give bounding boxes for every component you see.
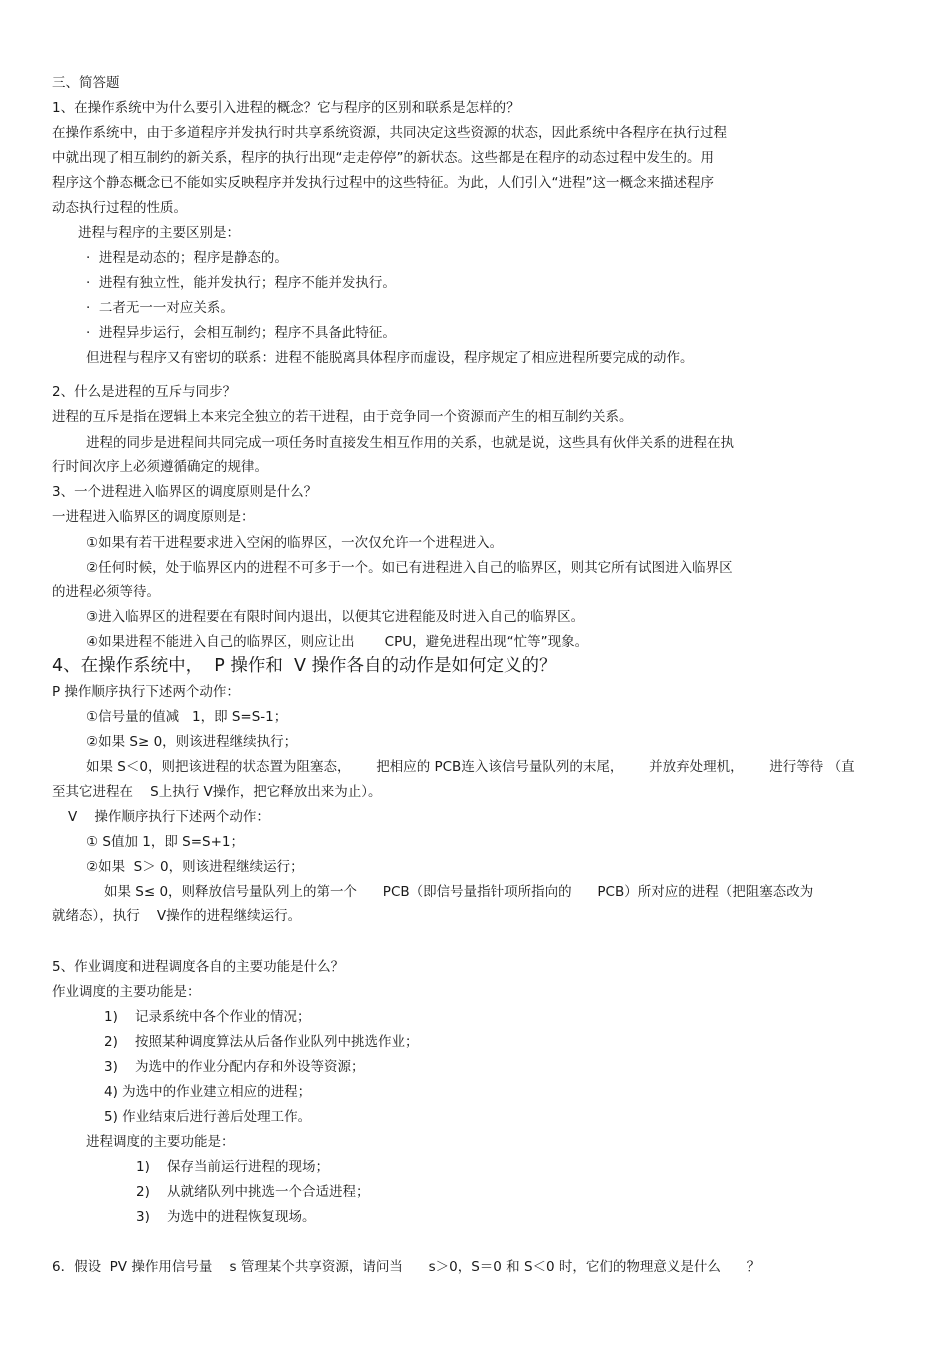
q2-sync-line: 进程的同步是进程间共同完成一项任务时直接发生相互作用的关系，也就是说，这些具有伙伴关系的进程在执 [86, 435, 734, 451]
q5-job-item: 2) 按照某种调度算法从后备作业队列中挑选作业； [104, 1034, 419, 1050]
q1-diff-item: · 进程异步运行，会相互制约；程序不具备此特征。 [86, 325, 396, 341]
q4-v-step: ②如果 S＞ 0，则该进程继续运行； [86, 859, 304, 875]
question-5: 5、作业调度和进程调度各自的主要功能是什么？ [52, 959, 345, 975]
q4-v-intro: V 操作顺序执行下述两个动作： [68, 809, 270, 825]
question-4: 4、在操作系统中， P 操作和 V 操作各自的动作是如何定义的？ [52, 656, 557, 676]
q1-answer-line: 在操作系统中，由于多道程序并发执行时共享系统资源，共同决定这些资源的状态，因此系统中各程序在执行过程 [52, 125, 727, 141]
q1-answer-line: 中就出现了相互制约的新关系，程序的执行出现“走走停停”的新状态。这些都是在程序的动态过程中发生的。用 [52, 150, 714, 166]
q5-job-intro: 作业调度的主要功能是： [52, 984, 201, 1000]
q1-diff-intro: 进程与程序的主要区别是： [78, 225, 240, 241]
q4-v-step: 如果 S≤ 0，则释放信号量队列上的第一个 PCB（即信号量指针项所指向的 PCB）所对应的进程（把阻塞态改为 [104, 884, 814, 900]
q4-v-step: ① S值加 1，即 S=S+1； [86, 834, 244, 850]
question-6: 6．假设 PV 操作用信号量 s 管理某个共享资源，请问当 s＞0，S＝0 和 S＜0 时，它们的物理意义是什么 ？ [52, 1259, 761, 1275]
q5-proc-item: 1) 保存当前运行进程的现场； [136, 1159, 330, 1175]
q3-rule: 的进程必须等待。 [52, 584, 160, 600]
section-title: 三、简答题 [52, 75, 120, 91]
q1-diff-item: · 进程是动态的；程序是静态的。 [86, 250, 288, 266]
q2-mutex: 进程的互斥是指在逻辑上本来完全独立的若干进程，由于竞争同一个资源而产生的相互制约关系。 [52, 409, 633, 425]
q4-p-step: ①信号量的值减 1，即 S=S-1； [86, 709, 288, 725]
q4-v-step: 就绪态），执行 V操作的进程继续运行。 [52, 908, 302, 924]
q4-p-step: ②如果 S≥ 0，则该进程继续执行； [86, 734, 298, 750]
question-1: 1、在操作系统中为什么要引入进程的概念？它与程序的区别和联系是怎样的？ [52, 100, 520, 116]
q3-rule: ①如果有若干进程要求进入空闲的临界区，一次仅允许一个进程进入。 [86, 535, 504, 551]
q5-proc-intro: 进程调度的主要功能是： [86, 1134, 235, 1150]
q5-job-item: 3) 为选中的作业分配内存和外设等资源； [104, 1059, 365, 1075]
q4-p-step: 如果 S＜0，则把该进程的状态置为阻塞态， 把相应的 PCB连入该信号量队列的末尾， 并放弃处理机， 进行等待 （直 [86, 759, 855, 775]
q3-rule: ④如果进程不能进入自己的临界区，则应让出 CPU，避免进程出现“忙等”现象。 [86, 634, 589, 650]
q5-job-item: 1) 记录系统中各个作业的情况； [104, 1009, 311, 1025]
q2-sync-line: 行时间次序上必须遵循确定的规律。 [52, 459, 268, 475]
q1-diff-item: · 进程有独立性，能并发执行；程序不能并发执行。 [86, 275, 396, 291]
question-3: 3、一个进程进入临界区的调度原则是什么？ [52, 484, 318, 500]
q5-job-item: 4) 为选中的作业建立相应的进程； [104, 1084, 312, 1100]
q3-rule: ②任何时候，处于临界区内的进程不可多于一个。如已有进程进入自己的临界区，则其它所有试图进入临界区 [86, 560, 733, 576]
q5-job-item: 5) 作业结束后进行善后处理工作。 [104, 1109, 312, 1125]
q1-diff-item: · 二者无一一对应关系。 [86, 300, 234, 316]
q3-rule: ③进入临界区的进程要在有限时间内退出，以便其它进程能及时进入自己的临界区。 [86, 609, 585, 625]
q1-answer-line: 程序这个静态概念已不能如实反映程序并发执行过程中的这些特征。为此，人们引入“进程”这一概念来描述程序 [52, 175, 714, 191]
q1-answer-line: 动态执行过程的性质。 [52, 200, 187, 216]
q3-intro: 一进程进入临界区的调度原则是： [52, 509, 255, 525]
q4-p-step: 至其它进程在 S上执行 V操作，把它释放出来为止）。 [52, 784, 382, 800]
q5-proc-item: 2) 从就绪队列中挑选一个合适进程； [136, 1184, 370, 1200]
q1-relation: 但进程与程序又有密切的联系：进程不能脱离具体程序而虚设，程序规定了相应进程所要完成的动作。 [86, 350, 694, 366]
q5-proc-item: 3) 为选中的进程恢复现场。 [136, 1209, 316, 1225]
question-2: 2、什么是进程的互斥与同步？ [52, 384, 237, 400]
q4-p-intro: P 操作顺序执行下述两个动作： [52, 684, 240, 700]
